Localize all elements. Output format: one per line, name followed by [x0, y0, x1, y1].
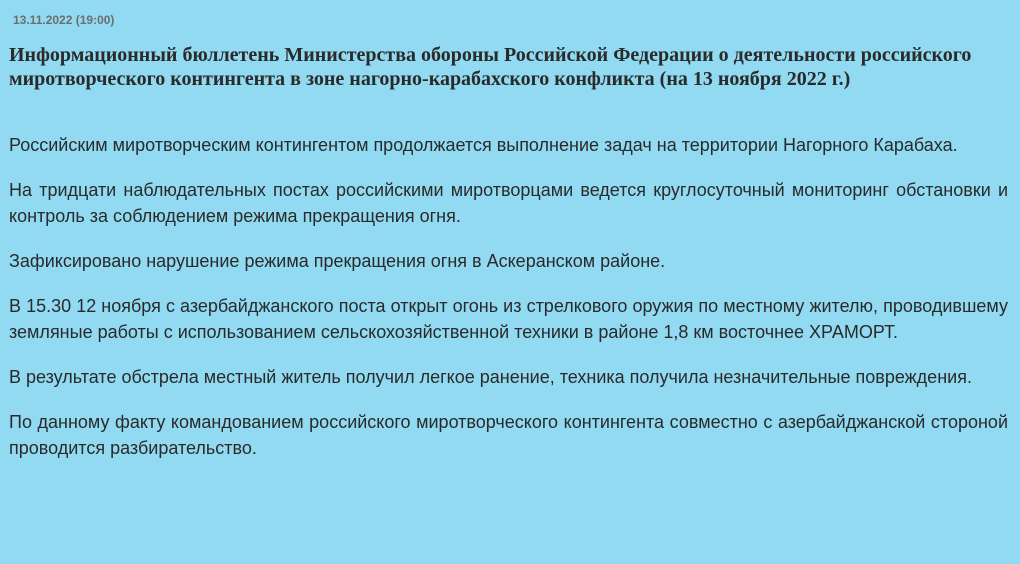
- article-paragraph: В 15.30 12 ноября с азербайджанского поста открыт огонь из стрелкового оружия по местному жителю, проводившему земляные работы с использованием сельскохозяйственной техники в районе 1,8 км восточнее ХРАМОРТ.: [9, 296, 1008, 342]
- article-paragraph: Российским миротворческим контингентом продолжается выполнение задач на территории Нагорного Карабаха.: [9, 135, 958, 155]
- article-paragraph: На тридцати наблюдательных постах российскими миротворцами ведется круглосуточный мониторинг обстановки и контроль за соблюдением режима прекращения огня.: [9, 180, 1008, 226]
- article-body: [9, 132, 1008, 480]
- article-paragraph: В результате обстрела местный житель получил легкое ранение, техника получила незначительные повреждения.: [9, 367, 972, 387]
- article-paragraph: Зафиксировано нарушение режима прекращения огня в Аскеранском районе.: [9, 251, 666, 271]
- publication-date: 13.11.2022 (19:00): [13, 13, 115, 27]
- article-paragraph: По данному факту командованием российского миротворческого контингента совместно с азербайджанской стороной проводится разбирательство.: [9, 412, 1008, 458]
- article-title: Информационный бюллетень Министерства обороны Российской Федерации о деятельности российского миротворческого контингента в зоне нагорно-карабахского конфликта (на 13 ноября 2022 г.): [9, 44, 972, 90]
